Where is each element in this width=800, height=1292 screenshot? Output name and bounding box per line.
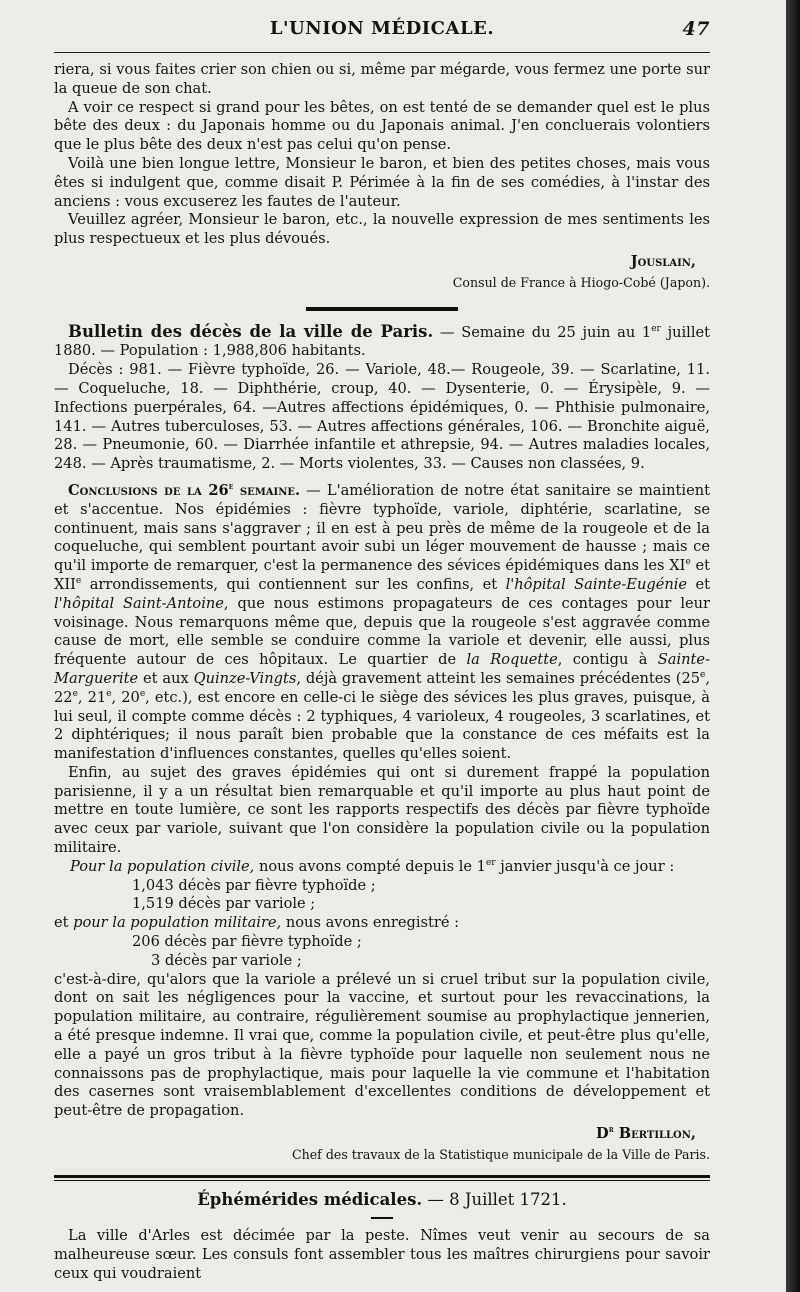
superscript: e	[700, 670, 706, 681]
military-stat: 206 décès par fièvre typhoïde ;	[132, 933, 362, 951]
civil-stat: 1,043 décès par fièvre typhoïde ;	[132, 876, 376, 894]
text-run: , etc.), est encore en celle-ci le siège des sévices les plus graves, puisque, à lui seul, il compte comme décès : 2 typhiques, 4 varioleux, 4 rougeoles, 3 scarlatines, et 2 diphtériques; il nous paraît bien probable que la constance de ces méfaits est la manifestation d'influences constantes, quelles qu'elles soient.	[54, 688, 710, 763]
section-separator	[306, 307, 458, 311]
bertillon-signature	[54, 1125, 710, 1144]
section-double-rule	[54, 1175, 710, 1181]
journal-title: L'UNION MÉDICALE.	[269, 18, 495, 39]
page-number: 47	[682, 18, 710, 40]
hospital-name: l'hôpital Sainte-Eugénie	[505, 575, 688, 593]
quarter-name: Sainte-Marguerite	[54, 651, 710, 687]
short-rule	[371, 1217, 393, 1219]
ephemerides-heading	[54, 1191, 710, 1210]
bulletin-title: Bulletin des décès de la ville de Paris.	[68, 321, 434, 341]
bulletin-heading	[54, 323, 710, 362]
text-run: janvier jusqu'à ce jour :	[495, 857, 675, 875]
text-run: arrondissements, qui contiennent sur les confins, et	[81, 575, 506, 593]
bertillon-title: Chef des travaux de la Statistique municipale de la Ville de Paris.	[291, 1146, 710, 1162]
civil-intro	[54, 858, 710, 877]
page-edge-shadow	[786, 0, 800, 1292]
ephemerides-text: La ville d'Arles est décimée par la peste. Nîmes veut venir au secours de sa malheureuse sœur. Les consuls font assembler tous les maîtres chirurgiens pour savoir ceux qui voudraient	[54, 1227, 710, 1283]
conclusions-paragraph	[54, 482, 710, 764]
bulletin-week: — Semaine du 25 juin au 1	[433, 323, 652, 341]
superscript: e	[228, 482, 234, 493]
letter-signature-title: Consul de France à Hiogo-Cobé (Japon).	[452, 274, 710, 290]
superscript: r	[608, 1125, 614, 1136]
letter-paragraph: A voir ce respect si grand pour les bêtes, on est tenté de se demander quel est le plus bête des deux : du Japonais homme ou du Japonais animal. J'en concluerais volontiers que le plus bête des deux n'est pas celui qu'on pense.	[54, 98, 710, 154]
superscript: er	[651, 323, 661, 334]
text-run: nous avons compté depuis le 1	[254, 857, 486, 875]
rule-thick	[54, 1175, 710, 1178]
conclusions-label-text: Conclusions de la 26	[68, 481, 229, 499]
quarter-name: la Roquette	[466, 651, 558, 669]
superscript: e	[106, 688, 112, 699]
text-run: et aux	[138, 669, 194, 687]
italic-run: pour la population militaire,	[73, 914, 282, 932]
letter-paragraph: riera, si vous faites crier son chien ou si, même par mégarde, vous fermez une porte sur la queue de son chat.	[54, 61, 710, 97]
text-run: , déjà gravement atteint les semaines précédentes (25	[296, 669, 701, 687]
letter-paragraph: Voilà une bien longue lettre, Monsieur le baron, et bien des petites choses, mais vous êtes si indulgent que, comme disait P. Périmée à la fin de ses comédies, à l'instar des anciens : vous excuserez les fautes de l'auteur.	[54, 154, 710, 210]
quarter-name: Quinze-Vingts	[193, 669, 297, 687]
conclusions-label-text: semaine.	[233, 481, 301, 499]
superscript: e	[139, 688, 146, 699]
conclusions-paragraph: Enfin, au sujet des graves épidémies qui ont si durement frappé la population parisienne, il y a un résultat bien remarquable et qu'il importe au plus haut point de mettre en toute lumière, ce sont les rapports respectifs des décès par fièvre typhoïde avec ceux par variole, suivant que l'on considère la population civile ou la population militaire.	[54, 763, 710, 857]
text-run: — L'amélioration de notre état sanitaire se maintient et s'accentue. Nos épidémies : fièvre typhoïde, variole, diphtérie, scarlatine, se continuent, mais sans s'aggraver ; il en est à peu près de même de la rougeole et de la coqueluche, qui semblent pourtant avoir subi un léger mouvement de hausse ; mais ce qu'il importe de remarquer, c'est la permanence des sévices épidémiques dans les XI	[54, 481, 710, 575]
bulletin-deaths: Décès : 981. — Fièvre typhoïde, 26. — Variole, 48.— Rougeole, 39. — Scarlatine, 11. — Coqueluche, 18. — Diphthérie, croup, 40. — Dysenterie, 0. — Érysipèle, 9. — Infections puerpérales, 64. —Autres affections épidémiques, 0. — Phthisie pulmonaire, 141. — Autres tuberculoses, 53. — Autres affections générales, 106. — Bronchite aiguë, 28. — Pneumonie, 60. — Diarrhée infantile et athrepsie, 94. — Autres maladies locales, 248. — Après traumatisme, 2. — Morts violentes, 33. — Causes non classées, 9.	[54, 361, 710, 473]
conclusions-label	[68, 482, 300, 499]
text-run: D	[596, 1125, 609, 1143]
italic-run: Pour la population civile,	[70, 857, 255, 875]
text-run: , 22	[54, 669, 710, 706]
header-rule	[54, 52, 710, 53]
text-run: , 21	[77, 688, 107, 706]
superscript: e	[75, 576, 82, 587]
text-run: Bertillon,	[613, 1125, 696, 1143]
letter-signature: Jouslain,	[630, 252, 696, 270]
text-run: , que nous estimons propagateurs de ces contages pour leur voisinage. Nous remarquons même que, depuis que la rougeole s'est aggravée comme cause de mort, elle semble se conduire comme la variole et devenir, elle aussi, plus fréquente autour de ces hôpitaux. Le quartier de	[54, 594, 710, 669]
text-column	[54, 10, 710, 1284]
text-run: , 20	[111, 688, 140, 706]
running-header	[54, 10, 710, 44]
bulletin-week: juillet 1880. — Population : 1,988,806 habitants.	[54, 323, 710, 360]
text-run: , contigu à	[557, 651, 658, 669]
rule-thin	[54, 1180, 710, 1181]
letter-paragraph: Veuillez agréer, Monsieur le baron, etc., la nouvelle expression de mes sentiments les plus respectueux et les plus dévoués.	[54, 211, 710, 248]
superscript: e	[685, 557, 691, 568]
text-run: et XII	[54, 557, 710, 593]
ephemerides-title: Éphémérides médicales.	[197, 1189, 423, 1209]
text-run: et	[54, 914, 74, 932]
military-intro	[54, 914, 710, 933]
conclusions-paragraph: c'est-à-dire, qu'alors que la variole a prélevé un si cruel tribut sur la population civile, dont on sait les négligences pour la vaccine, et surtout pour les revaccinations, la population militaire, au contraire, régulièrement soumise au prophylactique jennerien, a été presque indemne. Il vrai que, comme la population civile, et peut-être plus qu'elle, elle a payé un gros tribut à la fièvre typhoïde pour laquelle non seulement nous ne connaissons pas de prophylactique, mais pour laquelle la vie commune et l'habitation des casernes sont vraisemblablement d'excellentes conditions de développement et peut-être de propagation.	[54, 970, 710, 1120]
text-run: nous avons enregistré :	[281, 914, 460, 932]
superscript: e	[72, 688, 78, 699]
hospital-name: l'hôpital Saint-Antoine	[54, 594, 224, 612]
ephemerides-date: — 8 Juillet 1721.	[422, 1189, 567, 1209]
civil-stat: 1,519 décès par variole ;	[132, 895, 316, 913]
military-stat: 3 décès par variole ;	[151, 951, 302, 969]
superscript: er	[485, 858, 496, 869]
text-run: et	[687, 575, 710, 593]
